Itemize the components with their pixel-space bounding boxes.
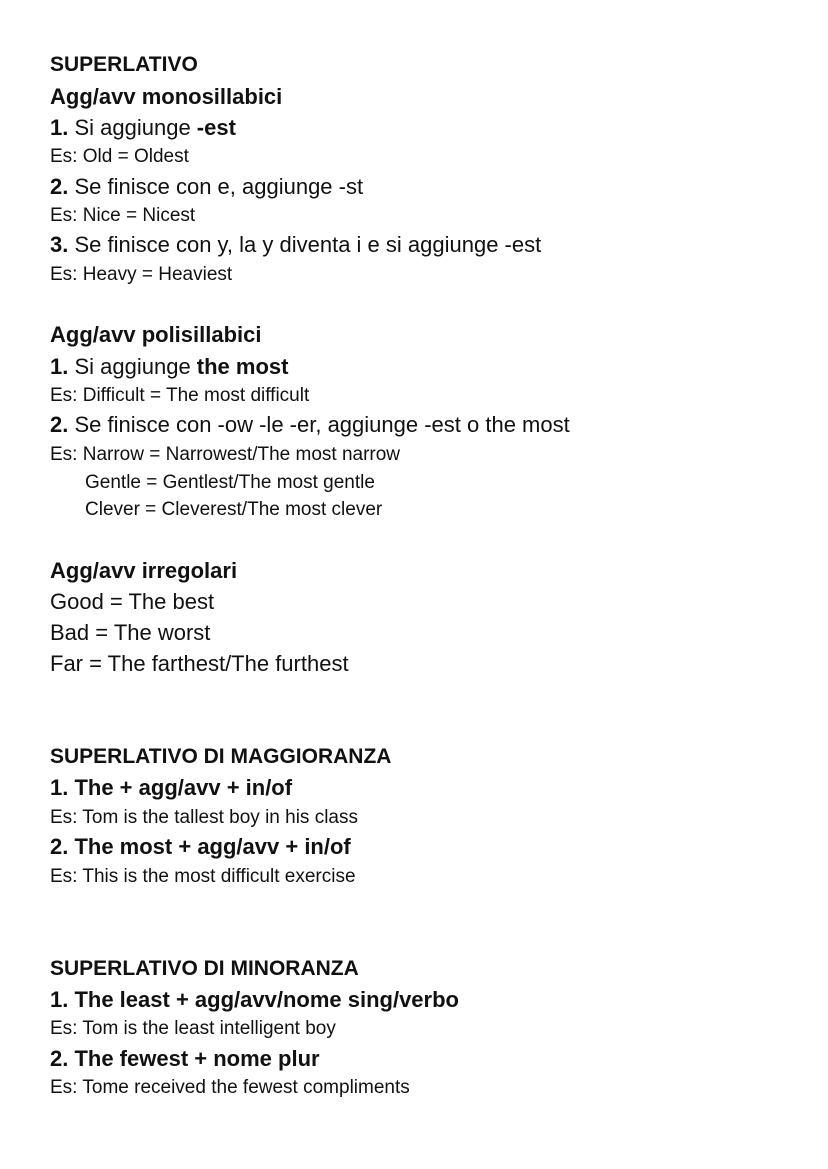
example-polisillabici-2c: Clever = Cleverest/The most clever [85, 499, 383, 520]
irregular-item-bad: Bad = The worst [50, 620, 211, 645]
rule-polisillabici-2 [50, 414, 570, 436]
heading-irregolari: Agg/avv irregolari [50, 558, 238, 583]
example-polisillabici-1: Es: Difficult = The most difficult [50, 385, 310, 406]
example-polisillabici-2b: Gentle = Gentlest/The most gentle [85, 472, 375, 493]
heading-polisillabici: Agg/avv polisillabici [50, 322, 262, 347]
rule-maggioranza-2: 2. The most + agg/avv + in/of [50, 834, 351, 859]
rule-number: 3. [50, 232, 69, 257]
rule-text: Se finisce con y, la y diventa i e si aggiunge -est [68, 232, 542, 257]
rule-text: Se finisce con -ow -le -er, aggiunge -est o the most [68, 412, 570, 437]
rule-bold-text: -est [196, 115, 236, 140]
example-monosillabici-3: Es: Heavy = Heaviest [50, 264, 233, 285]
rule-minoranza-2: 2. The fewest + nome plur [50, 1046, 320, 1071]
irregular-item-good: Good = The best [50, 589, 215, 614]
example-minoranza-2: Es: Tome received the fewest compliments [50, 1077, 410, 1098]
example-maggioranza-2: Es: This is the most difficult exercise [50, 866, 356, 887]
rule-number: 2. [50, 412, 69, 437]
rule-text: Se finisce con e, aggiunge -st [68, 174, 364, 199]
section-title-minoranza: SUPERLATIVO DI MINORANZA [50, 957, 359, 980]
rule-text: Si aggiunge [68, 115, 197, 140]
section-title-maggioranza: SUPERLATIVO DI MAGGIORANZA [50, 745, 392, 768]
section-title-superlativo: SUPERLATIVO [50, 53, 198, 76]
example-maggioranza-1: Es: Tom is the tallest boy in his class [50, 807, 358, 828]
example-polisillabici-2a: Es: Narrow = Narrowest/The most narrow [50, 444, 401, 465]
rule-text: Si aggiunge [68, 354, 197, 379]
rule-minoranza-1: 1. The least + agg/avv/nome sing/verbo [50, 987, 459, 1012]
rule-number: 1. [50, 115, 69, 140]
rule-monosillabici-2 [50, 176, 363, 198]
rule-monosillabici-3 [50, 234, 541, 256]
heading-monosillabici: Agg/avv monosillabici [50, 84, 283, 109]
rule-maggioranza-1: 1. The + agg/avv + in/of [50, 775, 293, 800]
rule-polisillabici-1 [50, 356, 288, 378]
irregular-item-far: Far = The farthest/The furthest [50, 651, 349, 676]
rule-number: 1. [50, 354, 69, 379]
example-monosillabici-2: Es: Nice = Nicest [50, 205, 196, 226]
example-monosillabici-1: Es: Old = Oldest [50, 146, 189, 167]
rule-number: 2. [50, 174, 69, 199]
rule-bold-text: the most [196, 354, 289, 379]
example-minoranza-1: Es: Tom is the least intelligent boy [50, 1018, 336, 1039]
rule-monosillabici-1 [50, 117, 236, 139]
